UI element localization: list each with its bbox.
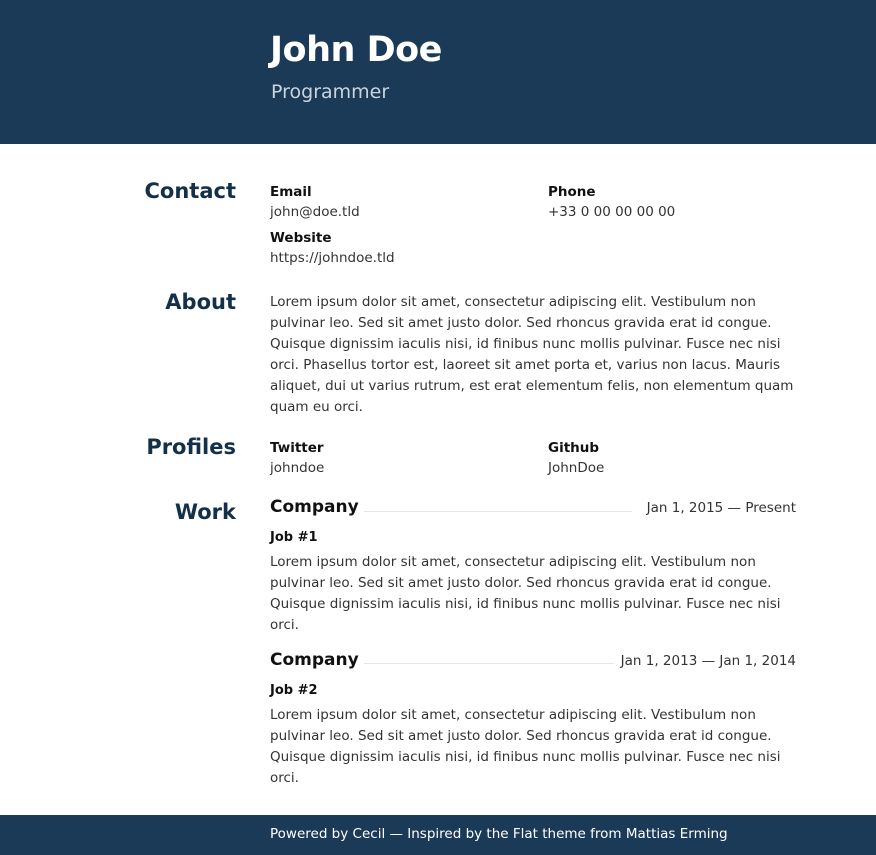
about-heading: About xyxy=(165,290,236,314)
email-value[interactable]: john@doe.tld xyxy=(270,204,360,220)
profile-username-github[interactable]: JohnDoe xyxy=(548,460,605,476)
about-text: Lorem ipsum dolor sit amet, consectetur adipiscing elit. Vestibulum non pulvinar leo. Sed sit amet justo dolor. Sed rhoncus gravida erat id congue. Quisque dignissim iaculis nisi, id finibus nunc mollis pulvinar. Fusce nec nisi orci. Phasellus tortor est, laoreet sit amet porta et, varius non lacus. Mauris aliquet, dui ut varius rutrum, est erat elementum felis, non elementum quam quam eu orci. xyxy=(270,294,794,415)
work-company: Company xyxy=(270,497,359,517)
profile-username-twitter[interactable]: johndoe xyxy=(270,460,325,476)
resume-header xyxy=(0,0,876,144)
work-position: Job #1 xyxy=(270,530,318,545)
website-link[interactable]: https://johndoe.tld xyxy=(270,250,395,266)
contact-heading: Contact xyxy=(144,179,236,203)
work-summary: Lorem ipsum dolor sit amet, consectetur adipiscing elit. Vestibulum non pulvinar leo. Sed sit amet justo dolor. Sed rhoncus gravida erat id congue. Quisque dignissim iaculis nisi, id finibus nunc mollis pulvinar. Fusce nec nisi orci. xyxy=(270,707,781,786)
person-name: John Doe xyxy=(270,30,442,70)
work-dates: Jan 1, 2015 — Present xyxy=(646,500,796,516)
work-company: Company xyxy=(270,650,359,670)
profiles-heading: Profiles xyxy=(146,435,236,459)
person-title: Programmer xyxy=(271,81,390,103)
page-footer xyxy=(0,815,876,855)
email-label: Email xyxy=(270,184,312,200)
profile-network-github: Github xyxy=(548,440,600,456)
work-heading: Work xyxy=(174,500,236,524)
work-dates: Jan 1, 2013 — Jan 1, 2014 xyxy=(620,653,796,669)
website-label: Website xyxy=(270,230,332,246)
work-position: Job #2 xyxy=(270,683,318,698)
phone-value[interactable]: +33 0 00 00 00 00 xyxy=(548,204,676,220)
profile-network-twitter: Twitter xyxy=(270,440,324,456)
phone-label: Phone xyxy=(548,184,596,200)
work-divider xyxy=(364,511,632,512)
work-divider xyxy=(364,663,614,664)
work-summary: Lorem ipsum dolor sit amet, consectetur adipiscing elit. Vestibulum non pulvinar leo. Sed sit amet justo dolor. Sed rhoncus gravida erat id congue. Quisque dignissim iaculis nisi, id finibus nunc mollis pulvinar. Fusce nec nisi orci. xyxy=(270,554,781,633)
footer-credit[interactable]: Powered by Cecil — Inspired by the Flat theme from Mattias Erming xyxy=(270,826,728,842)
